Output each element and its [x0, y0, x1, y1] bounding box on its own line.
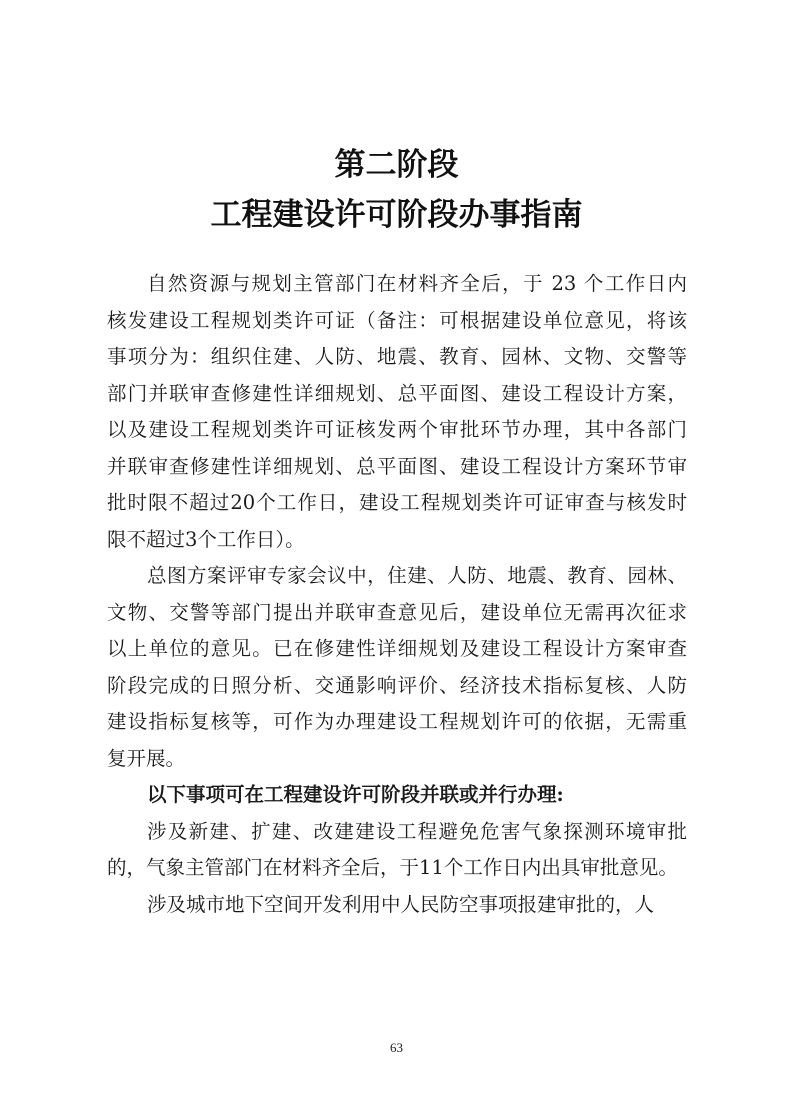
paragraph-line: 以上单位的意见。已在修建性详细规划及建设工程设计方案审查: [107, 637, 687, 660]
paragraph-line: 涉及城市地下空间开发利用中人民防空事项报建审批的，人: [147, 892, 655, 916]
paragraph-line: 事项分为：组织住建、人防、地震、教育、园林、文物、交警等: [107, 345, 687, 368]
paragraph-line: 文物、交警等部门提出并联审查意见后，建设单位无需再次征求: [107, 600, 687, 624]
paragraph-line: 阶段完成的日照分析、交通影响评价、经济技术指标复核、人防: [107, 673, 687, 697]
paragraph-line: 批时限不超过20个工作日，建设工程规划类许可证审查与核发时: [107, 491, 687, 514]
paragraph-line: 限不超过3个工作日）。: [107, 527, 305, 551]
paragraph-line: 复开展。: [107, 746, 186, 770]
body-text: [107, 266, 687, 923]
paragraph-line: 自然资源与规划主管部门在材料齐全后，于 23 个工作日内: [147, 272, 687, 295]
paragraph-line: 总图方案评审专家会议中，住建、人防、地震、教育、园林、: [147, 564, 687, 587]
page-title-guide: 工程建设许可阶段办事指南: [210, 197, 583, 233]
section-heading: 以下事项可在工程建设许可阶段并联或并行办理:: [147, 783, 564, 806]
paragraph-line: 核发建设工程规划类许可证（备注：可根据建设单位意见，将该: [107, 308, 687, 332]
paragraph-line: 涉及新建、扩建、改建建设工程避免危害气象探测环境审批: [147, 819, 687, 843]
paragraph-line: 的，气象主管部门在材料齐全后，于11个工作日内出具审批意见。: [107, 856, 678, 879]
paragraph-line: 部门并联审查修建性详细规划、总平面图、建设工程设计方案，: [107, 381, 687, 405]
paragraph-line: 以及建设工程规划类许可证核发两个审批环节办理，其中各部门: [107, 418, 687, 441]
paragraph-line: 建设指标复核等，可作为办理建设工程规划许可的依据，无需重: [107, 710, 687, 733]
paragraph-line: 并联审查修建性详细规划、总平面图、建设工程设计方案环节审: [107, 454, 687, 478]
page-number: 63: [390, 1040, 403, 1055]
page-title-stage: 第二阶段: [334, 147, 459, 183]
